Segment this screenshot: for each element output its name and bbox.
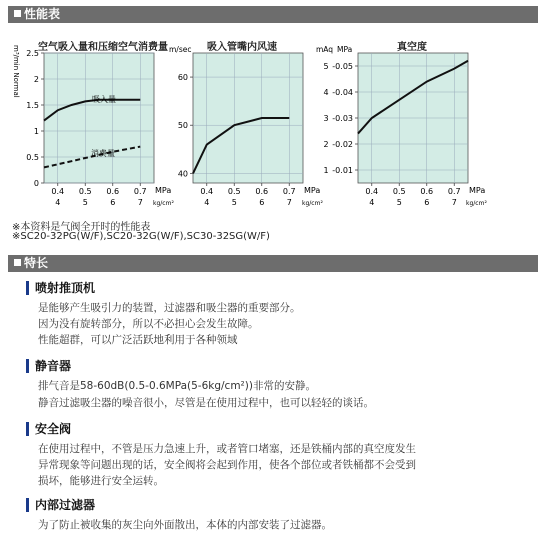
feature-line: 为了防止被收集的灰尘向外面散出，本体的内部安装了过滤器。 — [38, 519, 332, 531]
x-tick-label: 0.7 — [133, 187, 147, 196]
x-tick-label: 4 — [204, 198, 210, 207]
x-tick-label: 0.6 — [255, 187, 269, 196]
y-tick-label: 40 — [177, 169, 188, 179]
vacuum-xticks — [365, 183, 460, 207]
chart-air — [12, 45, 174, 207]
speed-xunit-top: MPa — [304, 186, 321, 195]
chart-title-speed: 吸入管嘴内风速 — [207, 42, 277, 53]
feature-line: 静音过滤吸尘器的噪音很小，尽管是在使用过程中，也可以轻轻的谈话。 — [38, 397, 374, 409]
label-suction: 吸入量 — [92, 95, 116, 104]
air-xunit-top: MPa — [155, 186, 172, 195]
x-tick-label: 0.4 — [365, 187, 379, 196]
air-xunit-bottom: kg/cm² — [153, 200, 174, 207]
vacuum-xunit-top: MPa — [469, 186, 486, 195]
x-tick-label: 0.6 — [106, 187, 120, 196]
y-tick-label: 2 — [33, 75, 39, 84]
feature-title-ejector: 喷射推顶机 — [26, 281, 95, 295]
chart-title-air: 空气吸入量和压缩空气消费量 — [38, 42, 168, 53]
vacuum-xunit-bottom: kg/cm² — [466, 200, 487, 207]
y-tick-label: 1.5 — [26, 101, 39, 110]
note-line-2: ※SC20-32PG(W/F),SC20-32G(W/F),SC30-32SG(W/F) — [12, 231, 270, 242]
feature-line: 性能超群，可以广泛活跃地利用于各种领域 — [38, 334, 238, 346]
speed-xunit-bottom: kg/cm² — [302, 200, 323, 207]
x-tick-label: 4 — [55, 198, 61, 207]
y-tick-label: 0.5 — [26, 153, 39, 162]
x-tick-label: 0.6 — [420, 187, 434, 196]
square-bullet-icon — [14, 259, 21, 266]
chart-speed — [169, 45, 323, 207]
section-header-features — [8, 255, 538, 272]
y-tick-label: 0 — [33, 179, 39, 188]
speed-xticks — [200, 183, 295, 207]
vacuum-yunit-right: MPa — [337, 45, 353, 54]
y-tick-label: -0.03 — [332, 114, 353, 123]
y-tick-label: 2 — [323, 140, 329, 149]
x-tick-label: 7 — [451, 198, 457, 207]
feature-line: 异常现象等问题出现的话，安全阀将会起到作用，使各个部位或者铁桶都不会受到 — [38, 459, 416, 471]
air-xticks — [51, 183, 146, 207]
air-yticks — [26, 49, 44, 188]
x-tick-label: 0.7 — [282, 187, 296, 196]
x-tick-label: 0.4 — [51, 187, 65, 196]
y-tick-label: -0.05 — [332, 62, 353, 71]
vacuum-yticks — [323, 62, 358, 175]
chart-title-vacuum: 真空度 — [397, 42, 427, 53]
x-tick-label: 5 — [396, 198, 402, 207]
section-title: 性能表 — [24, 7, 61, 21]
x-tick-label: 5 — [82, 198, 88, 207]
feature-line: 是能够产生吸引力的装置，过滤器和吸尘器的重要部分。 — [38, 302, 301, 314]
x-tick-label: 0.5 — [227, 187, 241, 196]
x-tick-label: 0.4 — [200, 187, 214, 196]
feature-title-safety-valve: 安全阀 — [26, 422, 71, 436]
feature-line: 因为没有旋转部分，所以不必担心会发生故障。 — [38, 318, 259, 330]
speed-yunit: m/sec — [169, 45, 192, 54]
note-line-1: ※本资料是气阀全开时的性能表 — [12, 222, 151, 233]
x-tick-label: 4 — [369, 198, 375, 207]
feature-line: 损坏，能够进行安全运转。 — [38, 475, 164, 487]
x-tick-label: 5 — [231, 198, 237, 207]
x-tick-label: 6 — [259, 198, 265, 207]
x-tick-label: 7 — [137, 198, 143, 207]
y-tick-label: 5 — [323, 62, 329, 71]
feature-title-internal-filter: 内部过滤器 — [26, 498, 95, 512]
x-tick-label: 0.5 — [392, 187, 406, 196]
x-tick-label: 7 — [286, 198, 292, 207]
y-tick-label: 1 — [33, 127, 39, 136]
y-tick-label: 50 — [177, 121, 188, 131]
x-tick-label: 6 — [110, 198, 116, 207]
y-tick-label: 4 — [323, 88, 329, 97]
x-tick-label: 0.7 — [447, 187, 461, 196]
air-ylabel: m³/min Normal — [12, 45, 20, 98]
feature-line: 排气音是58-60dB(0.5-0.6MPa(5-6kg/cm²))非常的安静。 — [38, 380, 316, 392]
x-tick-label: 0.5 — [78, 187, 92, 196]
x-tick-label: 6 — [424, 198, 430, 207]
label-consumption: 消费量 — [91, 149, 115, 158]
chart-vacuum — [316, 45, 487, 207]
y-tick-label: 1 — [323, 166, 329, 175]
feature-line: 在使用过程中，不管是压力急速上升，或者管口堵塞，还是铁桶内部的真空度发生 — [38, 443, 416, 455]
y-tick-label: 3 — [323, 114, 329, 123]
charts-area — [0, 0, 547, 215]
y-tick-label: -0.01 — [332, 166, 353, 175]
y-tick-label: 60 — [177, 73, 188, 83]
section-title: 特长 — [24, 256, 49, 270]
y-tick-label: -0.04 — [332, 88, 353, 97]
feature-title-silencer: 静音器 — [26, 359, 71, 373]
vacuum-yunit-left: mAq — [316, 45, 334, 54]
speed-yticks — [178, 73, 193, 178]
y-tick-label: 2.5 — [26, 49, 39, 58]
y-tick-label: -0.02 — [332, 140, 353, 149]
